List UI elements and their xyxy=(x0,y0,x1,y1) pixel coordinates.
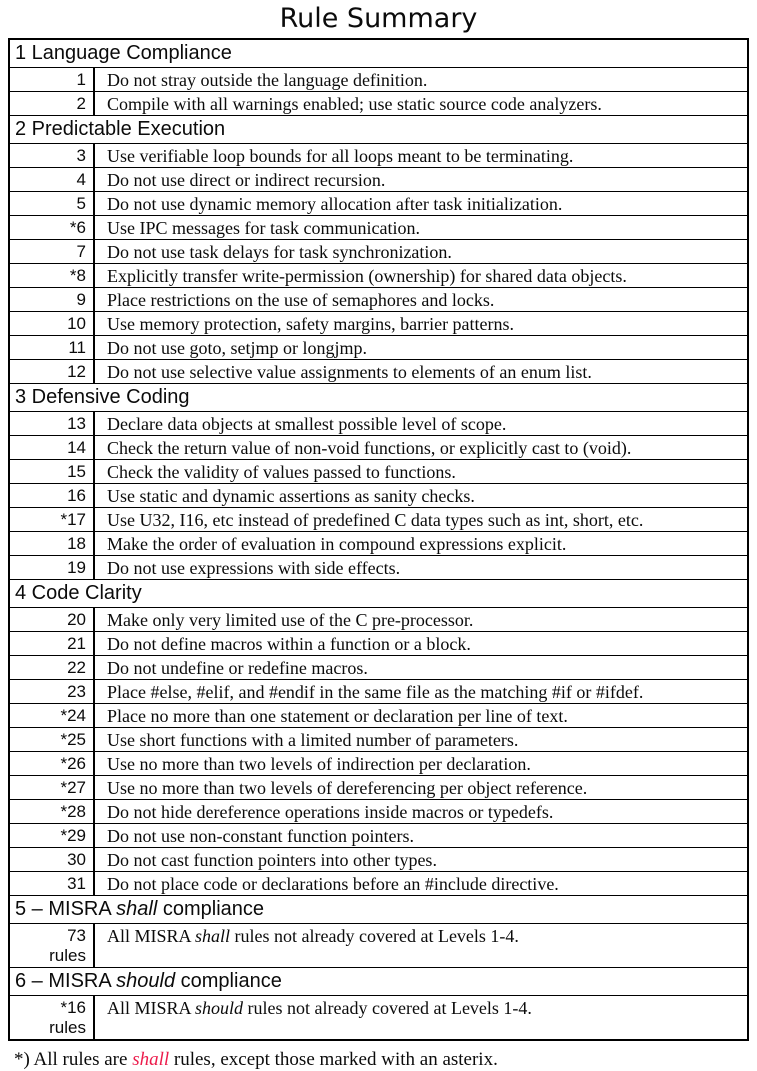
rule-description xyxy=(95,632,747,655)
section-header-4 xyxy=(10,579,747,607)
footnote-text: *) All rules are xyxy=(14,1049,133,1070)
rule-text: Do not define macros within a function or a block. xyxy=(107,633,471,654)
section-header-text: 4 Code Clarity xyxy=(15,582,142,604)
rule-row xyxy=(10,483,747,507)
rule-number: *26 xyxy=(60,753,86,773)
rule-row xyxy=(10,435,747,459)
rule-number: *27 xyxy=(60,777,86,797)
rule-number-cell xyxy=(10,484,95,507)
rule-text: rules not already covered at Levels 1-4. xyxy=(230,926,519,946)
rule-number-cell xyxy=(10,68,95,91)
rule-text: Use verifiable loop bounds for all loops meant to be terminating. xyxy=(107,145,574,166)
rule-row xyxy=(10,67,747,91)
rule-number-cell xyxy=(10,556,95,579)
rule-text: Do not use task delays for task synchronization. xyxy=(107,241,452,262)
rule-row xyxy=(10,507,747,531)
rule-text: Place #else, #elif, and #endif in the same file as the matching #if or #ifdef. xyxy=(107,681,644,702)
rule-number-cell xyxy=(10,924,95,967)
rule-description xyxy=(95,608,747,631)
rule-text: Make only very limited use of the C pre-processor. xyxy=(107,609,474,630)
rule-text: Use IPC messages for task communication. xyxy=(107,217,420,238)
rule-description xyxy=(95,312,747,335)
rule-text: Do not cast function pointers into other types. xyxy=(107,849,437,870)
rule-text: Use static and dynamic assertions as sanity checks. xyxy=(107,485,475,506)
rule-number-cell xyxy=(10,608,95,631)
rule-description xyxy=(95,484,747,507)
rule-number: *29 xyxy=(60,825,86,845)
section-header-text: 5 – MISRA xyxy=(15,898,117,920)
rule-description xyxy=(95,532,747,555)
rule-row xyxy=(10,823,747,847)
rule-description xyxy=(95,924,747,967)
rule-number-cell xyxy=(10,996,95,1039)
section-header-6 xyxy=(10,967,747,995)
rule-number-cell xyxy=(10,776,95,799)
rule-number: *17 xyxy=(60,509,86,529)
rule-number-cell xyxy=(10,288,95,311)
rule-text: Place restrictions on the use of semaphores and locks. xyxy=(107,289,495,310)
rule-number-cell xyxy=(10,704,95,727)
rule-row xyxy=(10,775,747,799)
section-header-3 xyxy=(10,383,747,411)
rule-number: 2 xyxy=(76,93,86,113)
page-title: Rule Summary xyxy=(279,3,478,34)
rule-row xyxy=(10,335,747,359)
rule-description xyxy=(95,728,747,751)
rule-row xyxy=(10,555,747,579)
rule-row xyxy=(10,871,747,895)
rule-description xyxy=(95,192,747,215)
rule-number-cell xyxy=(10,800,95,823)
rule-number: 30 xyxy=(67,849,86,869)
rule-number: 16 xyxy=(67,485,86,505)
rule-number-cell xyxy=(10,312,95,335)
rule-row xyxy=(10,91,747,115)
rule-number-unit: rules xyxy=(49,945,86,965)
rule-row xyxy=(10,751,747,775)
footnote-text: rules, except those marked with an asterix. xyxy=(169,1049,498,1070)
rule-description xyxy=(95,412,747,435)
rule-number-cell xyxy=(10,336,95,359)
rule-description xyxy=(95,460,747,483)
rule-row xyxy=(10,799,747,823)
rule-text: Use short functions with a limited number of parameters. xyxy=(107,729,519,750)
rule-description xyxy=(95,848,747,871)
rule-number-cell xyxy=(10,532,95,555)
rule-number: 15 xyxy=(67,461,86,481)
rule-text: Place no more than one statement or declaration per line of text. xyxy=(107,705,568,726)
rule-number-cell xyxy=(10,264,95,287)
rule-number-cell xyxy=(10,848,95,871)
rule-number: 20 xyxy=(67,609,86,629)
rule-row xyxy=(10,239,747,263)
rule-text: Do not stray outside the language definition. xyxy=(107,69,428,90)
rule-text: Do not use goto, setjmp or longjmp. xyxy=(107,337,367,358)
rule-description xyxy=(95,656,747,679)
rule-description xyxy=(95,168,747,191)
rule-row xyxy=(10,167,747,191)
rule-number-cell xyxy=(10,192,95,215)
rule-text: Do not use dynamic memory allocation after task initialization. xyxy=(107,193,563,214)
emphasis-text: should xyxy=(116,970,176,992)
rule-number: *6 xyxy=(69,217,86,237)
rule-text: Do not undefine or redefine macros. xyxy=(107,657,368,678)
rule-row xyxy=(10,191,747,215)
rule-text: Use no more than two levels of indirection per declaration. xyxy=(107,753,531,774)
rule-row xyxy=(10,459,747,483)
section-header-2 xyxy=(10,115,747,143)
rule-text: Use U32, I16, etc instead of predefined C data types such as int, short, etc. xyxy=(107,509,644,530)
rule-text: rules not already covered at Levels 1-4. xyxy=(243,998,532,1018)
rule-description xyxy=(95,264,747,287)
rule-text: Explicitly transfer write-permission (ownership) for shared data objects. xyxy=(107,265,627,286)
rule-text: All MISRA xyxy=(107,926,196,946)
rule-text: Declare data objects at smallest possible level of scope. xyxy=(107,413,507,434)
rule-number: 3 xyxy=(76,145,86,165)
rule-description xyxy=(95,680,747,703)
rule-number-cell xyxy=(10,656,95,679)
rule-description xyxy=(95,800,747,823)
rule-text: Make the order of evaluation in compound expressions explicit. xyxy=(107,533,567,554)
rule-number: 13 xyxy=(67,413,86,433)
section-header-text: compliance xyxy=(157,898,265,920)
rule-number: 22 xyxy=(67,657,86,677)
section-header-5 xyxy=(10,895,747,923)
rule-row xyxy=(10,411,747,435)
document-page xyxy=(0,3,757,1071)
rule-number: 21 xyxy=(67,633,86,653)
section-header-text: 6 – MISRA xyxy=(15,970,117,992)
rule-number: 31 xyxy=(67,873,86,893)
emphasis-text: shall xyxy=(195,926,231,946)
rule-number-cell xyxy=(10,680,95,703)
rule-number-cell xyxy=(10,460,95,483)
rule-number-cell xyxy=(10,144,95,167)
rule-description xyxy=(95,872,747,895)
rule-text: Do not place code or declarations before an #include directive. xyxy=(107,873,559,894)
rule-row xyxy=(10,359,747,383)
rule-text: Use memory protection, safety margins, barrier patterns. xyxy=(107,313,515,334)
rule-number-cell xyxy=(10,216,95,239)
rule-text: Use no more than two levels of dereferencing per object reference. xyxy=(107,777,588,798)
rule-row xyxy=(10,655,747,679)
rule-row xyxy=(10,631,747,655)
rule-number: 14 xyxy=(67,437,86,457)
rule-text: Check the validity of values passed to functions. xyxy=(107,461,456,482)
rule-number: 12 xyxy=(67,361,86,381)
rule-number: 5 xyxy=(76,193,86,213)
rule-text: Do not use direct or indirect recursion. xyxy=(107,169,386,190)
rule-row xyxy=(10,847,747,871)
rule-description xyxy=(95,996,747,1039)
rule-text: All MISRA xyxy=(107,998,196,1018)
rule-row xyxy=(10,263,747,287)
rule-text: Do not use expressions with side effects. xyxy=(107,557,401,578)
rule-number-cell xyxy=(10,632,95,655)
rule-number: *8 xyxy=(69,265,86,285)
rule-number-cell xyxy=(10,168,95,191)
rule-number-cell xyxy=(10,360,95,383)
rule-description xyxy=(95,360,747,383)
rule-description xyxy=(95,68,747,91)
rule-description xyxy=(95,336,747,359)
section-header-text: 1 Language Compliance xyxy=(15,42,232,64)
rule-description xyxy=(95,824,747,847)
rule-row xyxy=(10,703,747,727)
rule-number-cell xyxy=(10,240,95,263)
rule-number-cell xyxy=(10,508,95,531)
rule-row xyxy=(10,679,747,703)
rule-number: 1 xyxy=(76,69,86,89)
rule-text: Check the return value of non-void functions, or explicitly cast to (void). xyxy=(107,437,632,458)
rule-number: 73 xyxy=(67,925,86,945)
rule-summary-table xyxy=(8,38,749,1041)
rule-description xyxy=(95,508,747,531)
rule-row xyxy=(10,143,747,167)
rule-number-cell xyxy=(10,92,95,115)
section-header-text: 2 Predictable Execution xyxy=(15,118,226,140)
rule-number: 19 xyxy=(67,557,86,577)
section-header-1 xyxy=(10,40,747,67)
rule-description xyxy=(95,144,747,167)
rule-number-cell xyxy=(10,872,95,895)
rule-text: Do not hide dereference operations inside macros or typedefs. xyxy=(107,801,554,822)
rule-number: *28 xyxy=(60,801,86,821)
rule-text: Compile with all warnings enabled; use static source code analyzers. xyxy=(107,93,602,114)
rule-number: *16 xyxy=(60,997,86,1017)
rule-number: 4 xyxy=(76,169,86,189)
rule-number-cell xyxy=(10,436,95,459)
rule-number-cell xyxy=(10,824,95,847)
footnote xyxy=(14,1049,757,1071)
rule-description xyxy=(95,556,747,579)
rule-text: Do not use selective value assignments to elements of an enum list. xyxy=(107,361,592,382)
rule-number: *25 xyxy=(60,729,86,749)
rule-description xyxy=(95,92,747,115)
rule-row xyxy=(10,923,747,967)
rule-number: 23 xyxy=(67,681,86,701)
rule-description xyxy=(95,752,747,775)
emphasis-text: should xyxy=(195,998,244,1018)
rule-description xyxy=(95,776,747,799)
rule-row xyxy=(10,995,747,1039)
rule-row xyxy=(10,215,747,239)
rule-number: 18 xyxy=(67,533,86,553)
rule-row xyxy=(10,607,747,631)
rule-number: *24 xyxy=(60,705,86,725)
rule-description xyxy=(95,216,747,239)
rule-description xyxy=(95,240,747,263)
rule-number: 10 xyxy=(67,313,86,333)
rule-number: 7 xyxy=(76,241,86,261)
rule-number-cell xyxy=(10,412,95,435)
section-header-text: 3 Defensive Coding xyxy=(15,386,190,408)
rule-text: Do not use non-constant function pointers. xyxy=(107,825,414,846)
rule-number-cell xyxy=(10,752,95,775)
rule-row xyxy=(10,311,747,335)
emphasis-text: shall xyxy=(132,1049,170,1070)
rule-description xyxy=(95,436,747,459)
rule-number: 9 xyxy=(76,289,86,309)
rule-number-cell xyxy=(10,728,95,751)
section-header-text: compliance xyxy=(175,970,282,992)
rule-description xyxy=(95,288,747,311)
rule-row xyxy=(10,287,747,311)
rule-description xyxy=(95,704,747,727)
emphasis-text: shall xyxy=(116,898,158,920)
rule-number: 11 xyxy=(68,337,86,357)
rule-number-unit: rules xyxy=(49,1017,86,1037)
rule-row xyxy=(10,531,747,555)
rule-row xyxy=(10,727,747,751)
